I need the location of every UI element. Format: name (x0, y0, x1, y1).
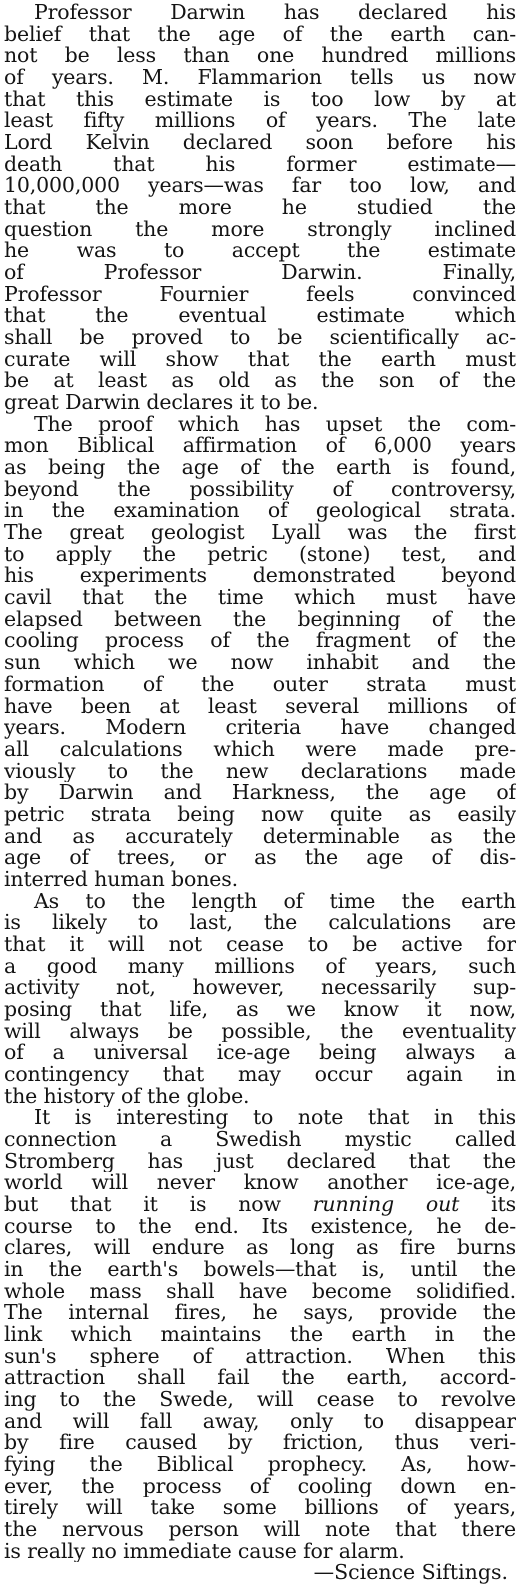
article-line: The great geologist Lyall was the first (4, 522, 516, 544)
article-line: be at least as old as the son of the (4, 370, 516, 393)
article-line: that the eventual estimate which (4, 305, 516, 328)
article-line: course to the end. Its existence, he de- (4, 1215, 516, 1238)
article-line: a good many millions of years, such (4, 955, 516, 978)
article-line: attraction shall fail the earth, accord- (4, 1367, 516, 1389)
article-line: Professor Darwin has declared his (34, 2, 516, 24)
article-line: not be less than one hundred millions (4, 45, 516, 68)
article-line: contingency that may occur again in (4, 1063, 516, 1086)
article-line: ing to the Swede, will cease to revolve (4, 1389, 516, 1411)
article-line: but that it is now running out its (4, 1193, 516, 1216)
article-line: least fifty millions of years. The late (4, 110, 516, 133)
article-paragraph (4, 414, 516, 891)
article-line: petric strata being now quite as easily (4, 803, 516, 826)
article-column (4, 2, 516, 1584)
article-body (4, 2, 516, 1562)
article-line: to apply the petric (stone) test, and (4, 543, 516, 566)
article-signature: —Science Siftings. (313, 1560, 508, 1584)
article-line: link which maintains the earth in the (4, 1323, 516, 1346)
article-line: shall be proved to be scientifically ac- (4, 327, 516, 349)
article-paragraph (4, 2, 516, 414)
article-line: great Darwin declares it to be. (4, 392, 319, 414)
article-line: as being the age of the earth is found, (4, 457, 516, 479)
article-line: cavil that the time which must have (4, 587, 516, 609)
article-line: sun which we now inhabit and the (4, 652, 516, 674)
article-line: have been at least several millions of (4, 695, 516, 718)
article-line: interred human bones. (4, 868, 238, 891)
article-line: death that his former estimate— (4, 153, 516, 176)
article-line: Lord Kelvin declared soon before his (4, 132, 516, 154)
article-line: years. Modern criteria have changed (4, 717, 516, 739)
article-line: is really no immediate cause for alarm. (4, 1540, 405, 1563)
article-line: 10,000,000 years—was far too low, and (4, 175, 516, 198)
article-line: that the more he studied the (4, 197, 516, 219)
article-line: sun's sphere of attraction. When this (4, 1345, 516, 1368)
article-line: is likely to last, the calculations are (4, 912, 516, 934)
article-line: whole mass shall have become solidified. (4, 1280, 516, 1303)
article-line: by fire caused by friction, thus veri- (4, 1432, 516, 1455)
article-line: viously to the new declarations made (4, 760, 516, 783)
article-line: Professor Fournier feels convinced (4, 283, 516, 306)
article-line: age of trees, or as the age of dis- (4, 847, 516, 869)
article-line: that it will not cease to be active for (4, 933, 516, 956)
article-line: fying the Biblical prophecy. As, how- (4, 1454, 516, 1476)
article-line: of Professor Darwin. Finally, (4, 262, 516, 284)
article-line: by Darwin and Harkness, the age of (4, 782, 516, 804)
article-line: The internal fires, he says, provide the (4, 1302, 516, 1324)
article-line: ever, the process of cooling down en- (4, 1475, 516, 1498)
article-line: that this estimate is too low by at (4, 88, 516, 111)
article-line: in the earth's bowels—that is, until the (4, 1258, 516, 1281)
article-line: his experiments demonstrated beyond (4, 565, 516, 588)
article-line: It is interesting to note that in this (34, 1107, 516, 1129)
article-line: of a universal ice-age being always a (4, 1042, 516, 1064)
article-line: question the more strongly inclined (4, 218, 516, 241)
article-line: the nervous person will note that there (4, 1519, 516, 1541)
article-line: activity not, however, necessarily sup- (4, 977, 516, 999)
article-line: connection a Swedish mystic called (4, 1128, 516, 1151)
article-paragraph (4, 1107, 516, 1562)
article-line: mon Biblical affirmation of 6,000 years (4, 435, 516, 458)
article-line: beyond the possibility of controversy, (4, 478, 516, 501)
article-line: formation of the outer strata must (4, 673, 516, 696)
article-line: he was to accept the estimate (4, 240, 516, 263)
article-line: curate will show that the earth must (4, 348, 516, 371)
article-line: cooling process of the fragment of the (4, 630, 516, 653)
article-line: of years. M. Flammarion tells us now (4, 67, 516, 89)
article-line: elapsed between the beginning of the (4, 608, 516, 631)
article-line: clares, will endure as long as fire burns (4, 1237, 516, 1259)
article-line: The proof which has upset the com- (34, 413, 516, 436)
article-line: the history of the globe. (4, 1085, 250, 1108)
article-line: and will fall away, only to disappear (4, 1410, 516, 1433)
article-line: will always be possible, the eventuality (4, 1020, 516, 1043)
article-line: belief that the age of the earth can- (4, 23, 516, 46)
article-line: all calculations which were made pre- (4, 738, 516, 761)
article-paragraph (4, 891, 516, 1108)
article-line: tirely will take some billions of years, (4, 1497, 516, 1520)
article-line: As to the length of time the earth (34, 890, 516, 913)
article-line: Stromberg has just declared that the (4, 1150, 516, 1173)
article-line: and as accurately determinable as the (4, 825, 516, 848)
article-line: posing that life, as we know it now, (4, 998, 516, 1021)
article-line: in the examination of geological strata. (4, 500, 516, 523)
article-line: world will never know another ice-age, (4, 1172, 516, 1194)
